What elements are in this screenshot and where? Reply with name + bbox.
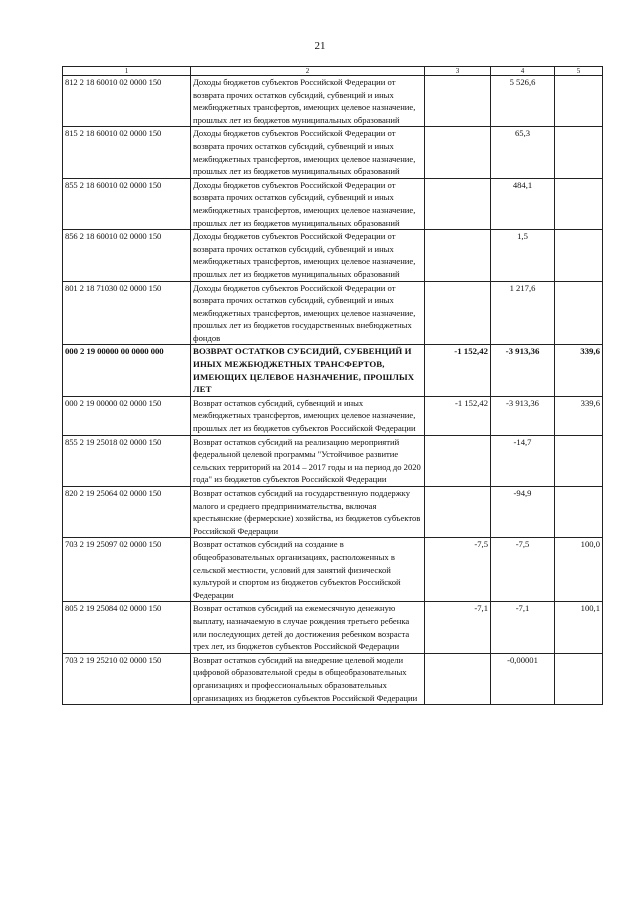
description-cell: Возврат остатков субсидий на создание в общеобразовательных организациях, расположенных в сельской местности, условий для занятий физической культурой и спортом из бюджетов субъектов Российской Федерации xyxy=(191,538,425,602)
budget-code-cell: 000 2 19 00000 00 0000 000 xyxy=(63,345,191,396)
plan-value-cell: -1 152,42 xyxy=(425,345,491,396)
column-header: 2 xyxy=(191,67,425,76)
table-row xyxy=(63,396,603,435)
table-row xyxy=(63,602,603,653)
plan-value-cell xyxy=(425,127,491,178)
percent-cell: 100,0 xyxy=(555,538,603,602)
percent-cell xyxy=(555,653,603,704)
table-row xyxy=(63,281,603,345)
plan-value-cell xyxy=(425,653,491,704)
column-header: 1 xyxy=(63,67,191,76)
actual-value-cell: -7,1 xyxy=(491,602,555,653)
budget-code-cell: 855 2 19 25018 02 0000 150 xyxy=(63,435,191,486)
budget-code-cell: 812 2 18 60010 02 0000 150 xyxy=(63,76,191,127)
actual-value-cell: -7,5 xyxy=(491,538,555,602)
actual-value-cell: 484,1 xyxy=(491,178,555,229)
budget-table xyxy=(62,66,603,705)
percent-cell xyxy=(555,178,603,229)
actual-value-cell: -14,7 xyxy=(491,435,555,486)
table-row xyxy=(63,345,603,396)
plan-value-cell xyxy=(425,76,491,127)
budget-code-cell: 855 2 18 60010 02 0000 150 xyxy=(63,178,191,229)
plan-value-cell xyxy=(425,230,491,281)
description-cell: Возврат остатков субсидий на ежемесячную денежную выплату, назначаемую в случае рождения третьего ребенка или последующих детей до достижения ребенком возраста трех лет, из бюджетов субъектов Российской Федерации xyxy=(191,602,425,653)
plan-value-cell xyxy=(425,435,491,486)
actual-value-cell: 1,5 xyxy=(491,230,555,281)
budget-code-cell: 000 2 19 00000 02 0000 150 xyxy=(63,396,191,435)
plan-value-cell: -7,1 xyxy=(425,602,491,653)
percent-cell: 339,6 xyxy=(555,345,603,396)
budget-code-cell: 703 2 19 25210 02 0000 150 xyxy=(63,653,191,704)
percent-cell xyxy=(555,435,603,486)
description-cell: Возврат остатков субсидий на внедрение целевой модели цифровой образовательной среды в общеобразовательных организациях и профессиональных образовательных организациях из бюджетов субъектов Российской Федерации xyxy=(191,653,425,704)
actual-value-cell: -0,00001 xyxy=(491,653,555,704)
column-header: 5 xyxy=(555,67,603,76)
description-cell: ВОЗВРАТ ОСТАТКОВ СУБСИДИЙ, СУБВЕНЦИЙ И ИНЫХ МЕЖБЮДЖЕТНЫХ ТРАНСФЕРТОВ, ИМЕЮЩИХ ЦЕЛЕВОЕ НАЗНАЧЕНИЕ, ПРОШЛЫХ ЛЕТ xyxy=(191,345,425,396)
table-row xyxy=(63,76,603,127)
budget-code-cell: 703 2 19 25097 02 0000 150 xyxy=(63,538,191,602)
table-row xyxy=(63,487,603,538)
percent-cell xyxy=(555,76,603,127)
actual-value-cell: -3 913,36 xyxy=(491,345,555,396)
description-cell: Возврат остатков субсидий, субвенций и иных межбюджетных трансфертов, имеющих целевое назначение, прошлых лет из бюджетов субъектов Российской Федерации xyxy=(191,396,425,435)
percent-cell: 339,6 xyxy=(555,396,603,435)
budget-code-cell: 856 2 18 60010 02 0000 150 xyxy=(63,230,191,281)
table-header-row xyxy=(63,67,603,76)
description-cell: Доходы бюджетов субъектов Российской Федерации от возврата прочих остатков субсидий, субвенций и иных межбюджетных трансфертов, имеющих целевое назначение, прошлых лет из бюджетов муниципальных образований xyxy=(191,76,425,127)
column-header: 4 xyxy=(491,67,555,76)
plan-value-cell xyxy=(425,487,491,538)
description-cell: Доходы бюджетов субъектов Российской Федерации от возврата прочих остатков субсидий, субвенций и иных межбюджетных трансфертов, имеющих целевое назначение, прошлых лет из бюджетов муниципальных образований xyxy=(191,127,425,178)
budget-code-cell: 815 2 18 60010 02 0000 150 xyxy=(63,127,191,178)
actual-value-cell: 65,3 xyxy=(491,127,555,178)
percent-cell: 100,1 xyxy=(555,602,603,653)
table-row xyxy=(63,435,603,486)
table-row xyxy=(63,178,603,229)
percent-cell xyxy=(555,230,603,281)
actual-value-cell: -94,9 xyxy=(491,487,555,538)
percent-cell xyxy=(555,127,603,178)
actual-value-cell: 1 217,6 xyxy=(491,281,555,345)
description-cell: Доходы бюджетов субъектов Российской Федерации от возврата прочих остатков субсидий, субвенций и иных межбюджетных трансфертов, имеющих целевое назначение, прошлых лет из бюджетов муниципальных образований xyxy=(191,230,425,281)
budget-code-cell: 820 2 19 25064 02 0000 150 xyxy=(63,487,191,538)
table-row xyxy=(63,538,603,602)
actual-value-cell: 5 526,6 xyxy=(491,76,555,127)
plan-value-cell xyxy=(425,281,491,345)
table-row xyxy=(63,127,603,178)
plan-value-cell: -1 152,42 xyxy=(425,396,491,435)
description-cell: Доходы бюджетов субъектов Российской Федерации от возврата прочих остатков субсидий, субвенций и иных межбюджетных трансфертов, имеющих целевое назначение, прошлых лет из бюджетов государственных внебюджетных фондов xyxy=(191,281,425,345)
actual-value-cell: -3 913,36 xyxy=(491,396,555,435)
table-row xyxy=(63,230,603,281)
table-row xyxy=(63,653,603,704)
plan-value-cell xyxy=(425,178,491,229)
plan-value-cell: -7,5 xyxy=(425,538,491,602)
budget-code-cell: 805 2 19 25084 02 0000 150 xyxy=(63,602,191,653)
page-number: 21 xyxy=(314,40,326,52)
column-header: 3 xyxy=(425,67,491,76)
description-cell: Возврат остатков субсидий на государственную поддержку малого и среднего предпринимательства, включая крестьянские (фермерские) хозяйства, из бюджетов субъектов Российской Федерации xyxy=(191,487,425,538)
budget-code-cell: 801 2 18 71030 02 0000 150 xyxy=(63,281,191,345)
percent-cell xyxy=(555,281,603,345)
description-cell: Возврат остатков субсидий на реализацию мероприятий федеральной целевой программы "Устойчивое развитие сельских территорий на 2014 – 2017 годы и на период до 2020 года" из бюджетов субъектов Российской Федерации xyxy=(191,435,425,486)
percent-cell xyxy=(555,487,603,538)
description-cell: Доходы бюджетов субъектов Российской Федерации от возврата прочих остатков субсидий, субвенций и иных межбюджетных трансфертов, имеющих целевое назначение, прошлых лет из бюджетов муниципальных образований xyxy=(191,178,425,229)
